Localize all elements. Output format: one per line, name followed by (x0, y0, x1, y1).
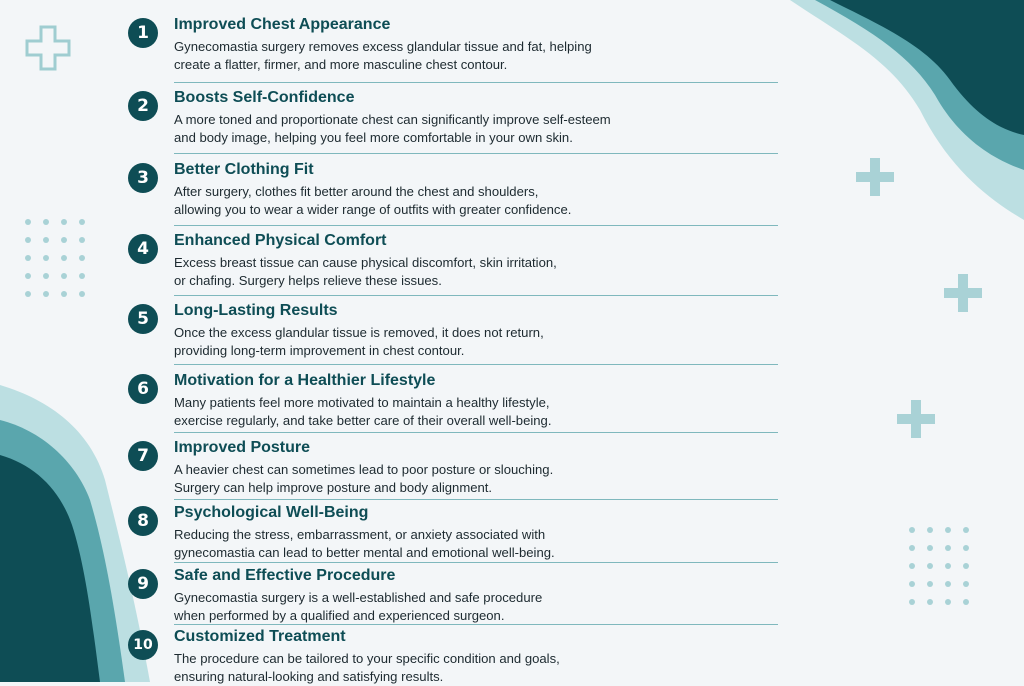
item-title: Better Clothing Fit (174, 161, 314, 178)
item-title: Long-Lasting Results (174, 302, 338, 319)
item-title: Safe and Effective Procedure (174, 567, 396, 584)
dot (61, 237, 67, 243)
number-badge: 9 (128, 569, 158, 599)
dot (909, 599, 915, 605)
dot (25, 291, 31, 297)
dot (909, 563, 915, 569)
dot (963, 581, 969, 587)
dot (79, 291, 85, 297)
dot (79, 237, 85, 243)
dot (909, 527, 915, 533)
divider (174, 432, 778, 433)
dot (945, 563, 951, 569)
item-description: Reducing the stress, embarrassment, or anxiety associated with gynecomastia can lead to better mental and emotional well-being. (174, 527, 555, 560)
dot (945, 581, 951, 587)
dot-grid (909, 527, 969, 605)
divider (174, 82, 778, 83)
number-badge: 2 (128, 91, 158, 121)
dot (963, 563, 969, 569)
item-description: Excess breast tissue can cause physical discomfort, skin irritation, or chafing. Surgery helps relieve these issues. (174, 255, 557, 288)
number-badge: 10 (128, 630, 158, 660)
dot (43, 237, 49, 243)
dot (927, 527, 933, 533)
item-description: A more toned and proportionate chest can significantly improve self-esteem and body image, helping you feel more comfortable in your own skin. (174, 112, 611, 145)
item-title: Improved Posture (174, 439, 311, 456)
number-badge: 3 (128, 163, 158, 193)
dot (927, 545, 933, 551)
number-badge: 6 (128, 374, 158, 404)
item-title: Psychological Well-Being (174, 504, 369, 521)
item-description: A heavier chest can sometimes lead to poor posture or slouching. Surgery can help improve posture and body alignment. (174, 462, 554, 495)
dot (945, 545, 951, 551)
plus-icon (944, 274, 982, 312)
number-badge: 8 (128, 506, 158, 536)
dot (945, 599, 951, 605)
dot (79, 255, 85, 261)
item-description: Gynecomastia surgery removes excess glandular tissue and fat, helping create a flatter, firmer, and more masculine chest contour. (174, 39, 592, 72)
item-title: Boosts Self-Confidence (174, 89, 355, 106)
dot (25, 255, 31, 261)
divider (174, 225, 778, 226)
item-description: After surgery, clothes fit better around the chest and shoulders, allowing you to wear a wider range of outfits with greater confidence. (174, 184, 572, 217)
dot (61, 291, 67, 297)
plus-icon (27, 27, 69, 69)
item-title: Motivation for a Healthier Lifestyle (174, 372, 436, 389)
dot (43, 219, 49, 225)
dot (43, 291, 49, 297)
dot-grid (25, 219, 85, 297)
plus-icon (897, 400, 935, 438)
dot (43, 273, 49, 279)
divider (174, 153, 778, 154)
dot (909, 581, 915, 587)
dot (927, 599, 933, 605)
item-title: Enhanced Physical Comfort (174, 232, 387, 249)
dot (25, 273, 31, 279)
dot (79, 219, 85, 225)
number-badge: 1 (128, 18, 158, 48)
dot (61, 255, 67, 261)
plus-icon (856, 158, 894, 196)
divider (174, 562, 778, 563)
dot (945, 527, 951, 533)
dot (79, 273, 85, 279)
number-badge: 4 (128, 234, 158, 264)
dot (43, 255, 49, 261)
dot (927, 563, 933, 569)
dot (963, 527, 969, 533)
item-description: Once the excess glandular tissue is removed, it does not return, providing long-term improvement in chest contour. (174, 325, 544, 358)
dot (963, 545, 969, 551)
dot (61, 219, 67, 225)
dot (963, 599, 969, 605)
divider (174, 499, 778, 500)
dot (909, 545, 915, 551)
item-description: The procedure can be tailored to your specific condition and goals, ensuring natural-looking and satisfying results. (174, 651, 560, 684)
item-title: Customized Treatment (174, 628, 346, 645)
divider (174, 295, 778, 296)
dot (25, 237, 31, 243)
number-badge: 7 (128, 441, 158, 471)
number-badge: 5 (128, 304, 158, 334)
item-description: Gynecomastia surgery is a well-established and safe procedure when performed by a qualified and experienced surgeon. (174, 590, 543, 623)
divider (174, 624, 778, 625)
dot (25, 219, 31, 225)
item-title: Improved Chest Appearance (174, 16, 391, 33)
dot (61, 273, 67, 279)
dot (927, 581, 933, 587)
divider (174, 364, 778, 365)
item-description: Many patients feel more motivated to maintain a healthy lifestyle, exercise regularly, and take better care of their overall well-being. (174, 395, 552, 428)
